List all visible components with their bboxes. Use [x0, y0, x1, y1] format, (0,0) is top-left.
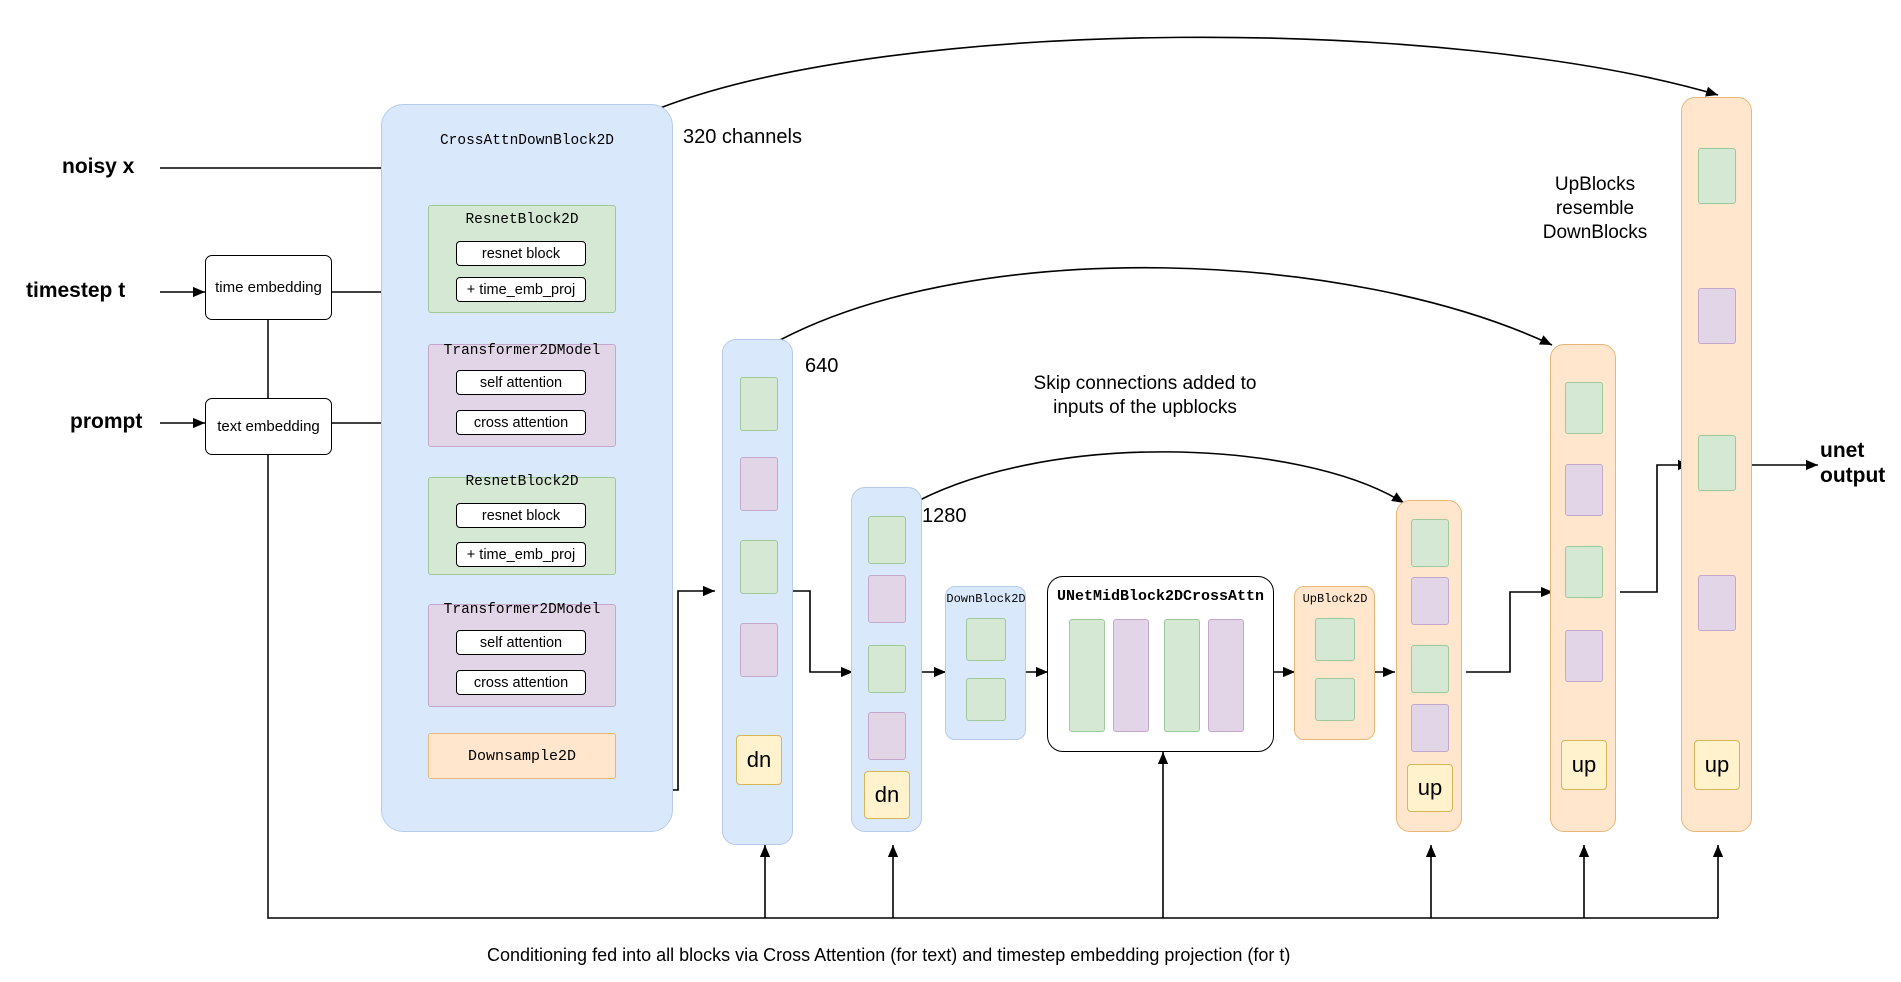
- up-1280-tile-attn-1: [1411, 577, 1449, 625]
- down-1280-downsample-tile: dn: [864, 771, 910, 819]
- label-640-channels: 640: [805, 355, 839, 377]
- up-640-tile-attn-2: [1565, 630, 1603, 682]
- down-640-tile-resnet-1: [740, 377, 778, 431]
- mid-tile-attn-1: [1113, 619, 1149, 732]
- skip-connections-note: [1000, 372, 1290, 420]
- unet-output-line2: output: [1820, 464, 1886, 488]
- transformer-1-item-0[interactable]: self attention: [456, 370, 586, 395]
- up-320-upsample-tile: up: [1694, 740, 1740, 790]
- label-1280-channels: 1280: [922, 505, 967, 527]
- resnet-block-2-item-1[interactable]: + time_emb_proj: [456, 542, 586, 567]
- up-1280-upsample-tile: up: [1407, 764, 1453, 812]
- label-320-channels: 320 channels: [683, 126, 802, 148]
- upblock2d-tile-2: [1315, 678, 1355, 721]
- upblocks-note-line3: DownBlocks: [1542, 221, 1648, 243]
- down-1280-tile-attn-1: [868, 575, 906, 623]
- upblock2d-title: UpBlock2D: [1302, 592, 1368, 606]
- up-320-tile-resnet-2: [1698, 435, 1736, 491]
- down-640-downsample-tile: dn: [736, 735, 782, 785]
- time-embedding-box[interactable]: time embedding: [205, 255, 332, 320]
- up-1280-tile-resnet-1: [1411, 519, 1449, 567]
- downsample2d-block[interactable]: [428, 733, 616, 779]
- transformer2dmodel-1-title: Transformer2DModel: [443, 343, 601, 359]
- down-640-tile-resnet-2: [740, 540, 778, 594]
- input-label-noisy-x: noisy x: [62, 155, 135, 178]
- up-1280-tile-attn-2: [1411, 704, 1449, 752]
- up-320-tile-attn-2: [1698, 575, 1736, 631]
- down-1280-tile-attn-2: [868, 712, 906, 760]
- text-embedding-box[interactable]: text embedding: [205, 398, 332, 455]
- input-label-prompt: prompt: [70, 410, 143, 433]
- downsample2d-label: Downsample2D: [467, 747, 577, 765]
- conditioning-footer-note: Conditioning fed into all blocks via Cross Attention (for text) and timestep embedding projection (for t): [487, 945, 1291, 965]
- up-640-tile-resnet-2: [1565, 546, 1603, 598]
- up-640-tile-resnet-1: [1565, 382, 1603, 434]
- up-320-tile-attn-1: [1698, 288, 1736, 344]
- downblock2d-tile-2: [966, 678, 1006, 721]
- unet-output-label: [1820, 438, 1901, 488]
- resnet-block-2-item-0[interactable]: resnet block: [456, 503, 586, 528]
- mid-tile-attn-2: [1208, 619, 1244, 732]
- up-1280-tile-resnet-2: [1411, 645, 1449, 693]
- up-320-tile-resnet-1: [1698, 148, 1736, 204]
- down-1280-tile-resnet-1: [868, 516, 906, 564]
- upblock2d-tile-1: [1315, 618, 1355, 661]
- down-640-tile-attn-1: [740, 457, 778, 511]
- up-640-tile-attn-1: [1565, 464, 1603, 516]
- resnet-block-1-item-1[interactable]: + time_emb_proj: [456, 277, 586, 302]
- skip-note-line1: Skip connections added to: [1033, 373, 1257, 394]
- mid-tile-resnet-2: [1164, 619, 1200, 732]
- input-label-timestep: timestep t: [26, 279, 126, 302]
- transformer-1-item-1[interactable]: cross attention: [456, 410, 586, 435]
- unetmidblock2dcrossattn-title: UNetMidBlock2DCrossAttn: [1056, 588, 1265, 605]
- upblocks-note: [1500, 173, 1690, 244]
- downblock2d-tile-1: [966, 618, 1006, 661]
- resnetblock2d-1-title: ResnetBlock2D: [465, 212, 579, 228]
- upblocks-note-line2: resemble: [1555, 197, 1635, 219]
- mid-tile-resnet-1: [1069, 619, 1105, 732]
- crossattn-downblock2d-title: CrossAttnDownBlock2D: [439, 133, 615, 149]
- unet-output-line1: unet: [1820, 439, 1865, 462]
- skip-note-line2: inputs of the upblocks: [1053, 396, 1237, 418]
- transformer2dmodel-2-title: Transformer2DModel: [443, 602, 601, 618]
- down-1280-tile-resnet-2: [868, 645, 906, 693]
- transformer-2-item-0[interactable]: self attention: [456, 630, 586, 655]
- up-640-upsample-tile: up: [1561, 740, 1607, 790]
- upblocks-note-line1: UpBlocks: [1554, 174, 1636, 195]
- down-640-tile-attn-2: [740, 623, 778, 677]
- resnetblock2d-2-title: ResnetBlock2D: [465, 474, 579, 490]
- resnet-block-1-item-0[interactable]: resnet block: [456, 241, 586, 266]
- transformer-2-item-1[interactable]: cross attention: [456, 670, 586, 695]
- downblock2d-title: DownBlock2D: [946, 592, 1026, 606]
